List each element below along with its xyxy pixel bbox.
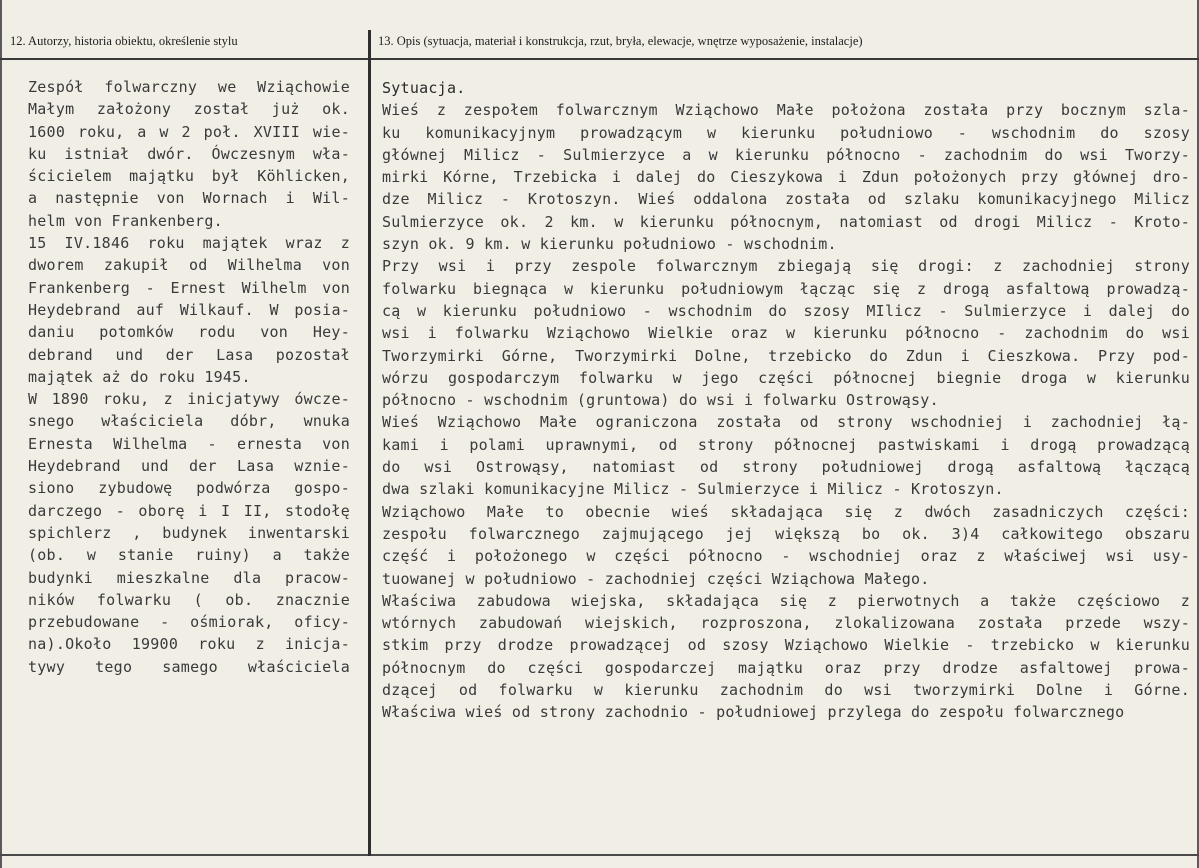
description-line: tuowanej w południowo - zachodniej części Wziąchowa Małego.: [382, 569, 930, 588]
history-line: darczego - oborę i I II, stodołę: [28, 501, 350, 520]
history-column: [28, 76, 350, 678]
description-line: stkim przy drodze prowadzącej od szosy Wziąchowo Wielkie - trzebicko w kierunku: [382, 636, 1190, 655]
history-line: Frankenberg - Ernest Wilhelm von: [28, 278, 350, 297]
situation-heading: Sytuacja.: [382, 79, 466, 97]
history-line: a następnie von Wornach i Wil-: [28, 189, 350, 208]
description-line: Właściwa wieś od strony zachodnio - południowej przylega do zespołu folwarcznego: [382, 703, 1125, 722]
history-line: Zespół folwarczny we Wziąchowie: [28, 78, 350, 96]
history-line: 15 IV.1846 roku majątek wraz z: [28, 234, 350, 253]
left-border: [0, 0, 2, 868]
history-line: tywy tego samego właściciela: [28, 657, 350, 676]
column-divider: [368, 30, 371, 856]
history-line: Heydebrand und der Lasa wznie-: [28, 457, 350, 476]
history-line: przebudowane - ośmiorak, oficy-: [28, 613, 350, 632]
history-line: budynki mieszkalne dla pracow-: [28, 568, 350, 587]
history-line: ścicielem majątku był Köhlicken,: [28, 167, 350, 186]
description-line: mirki Kórne, Trzebicka i dalej do Cieszykowa i Zdun położonych przy głównej dro-: [382, 168, 1190, 187]
history-line: Małym założony został już ok.: [28, 100, 350, 119]
bottom-border: [0, 854, 1199, 856]
history-line: ku istniał dwór. Ówczesnym wła-: [28, 144, 350, 163]
description-column: [382, 77, 1190, 724]
history-line: siono zybudowę podwórza gospo-: [28, 479, 350, 498]
history-line: W 1890 roku, z inicjatywy ówcze-: [28, 390, 350, 409]
description-line: szyn ok. 9 km. w kierunku południowo - wschodnim.: [382, 235, 837, 254]
description-line: dwa szlaki komunikacyjne Milicz - Sulmierzyce i Milicz - Krotoszyn.: [382, 480, 1004, 499]
description-line: zespołu folwarcznego zajmującego jej większą bo ok. 3)4 całkowitego obszaru: [382, 524, 1190, 543]
description-line: północnym do części gospodarczej majątku oraz przy drodze asfaltowej prowa-: [382, 658, 1190, 677]
description-line: ku komunikacyjnym prowadzącym w kierunku południowo - wschodnim do szosy: [382, 123, 1190, 142]
history-line: majątek aż do roku 1945.: [28, 367, 251, 386]
section-12-title: 12. Autorzy, historia obiektu, określenie stylu: [10, 34, 238, 48]
history-line: debrand und der Lasa pozostał: [28, 345, 350, 364]
description-line: dzącej od folwarku w kierunku zachodnim do wsi tworzymirki Dolne i Górne.: [382, 681, 1190, 700]
history-line: na).Około 19900 roku z inicja-: [28, 635, 350, 654]
description-line: cą w kierunku południowo - wschodnim do szosy MIlicz - Sulmierzyce i dalej do: [382, 301, 1190, 320]
description-line: część i położonego w części północno - wschodniej oraz z właściwej wsi usy-: [382, 547, 1190, 566]
header-divider: [0, 58, 1199, 60]
description-line: Wieś Wziąchowo Małe ograniczona została od strony wschodniej i zachodniej łą-: [382, 413, 1190, 432]
history-line: Ernesta Wilhelma - ernesta von: [28, 434, 350, 453]
history-line: daniu potomków rodu von Hey-: [28, 323, 350, 342]
description-line: folwarku biegnąca w kierunku południowym łącząc się z drogą asfaltową prowadzą-: [382, 279, 1190, 298]
description-line: Przy wsi i przy zespole folwarcznym zbiegają się drogi: z zachodniej strony: [382, 257, 1190, 276]
history-line: spichlerz , budynek inwentarski: [28, 523, 350, 542]
description-line: wórzu gospodarczym folwarku w jego części północnej biegnie droga w kierunku: [382, 368, 1190, 387]
history-line: (ob. w stanie ruiny) a także: [28, 546, 350, 565]
history-line: ników folwarku ( ob. znacznie: [28, 590, 350, 609]
history-line: Heydebrand auf Wilkauf. W posia-: [28, 300, 350, 319]
history-line: helm von Frankenberg.: [28, 211, 223, 230]
description-line: Tworzymirki Górne, Tworzymirki Dolne, trzebicko do Zdun i Cieszkowa. Przy pod-: [382, 346, 1190, 365]
history-line: dworem zakupił od Wilhelma von: [28, 256, 350, 275]
description-line: Sulmierzyce ok. 2 km. w kierunku północnym, natomiast od drogi Milicz - Kroto-: [382, 212, 1190, 231]
history-line: 1600 roku, a w 2 poł. XVIII wie-: [28, 122, 350, 141]
description-line: głównej Milicz - Sulmierzyce a w kierunku północno - zachodnim do wsi Tworzy-: [382, 145, 1190, 164]
history-line: snego właściciela dóbr, wnuka: [28, 412, 350, 431]
description-line: wtórnych zabudowań wiejskich, rozproszona, zlokalizowana została przede wszy-: [382, 614, 1190, 633]
section-13-title: 13. Opis (sytuacja, materiał i konstrukcja, rzut, bryła, elewacje, wnętrze wyposażenie, instalacje): [378, 34, 863, 48]
description-line: do wsi Ostrowąsy, natomiast od strony południowej drogą asfaltową łączącą: [382, 458, 1190, 477]
description-line: Właściwa zabudowa wiejska, składająca się z pierwotnych a także częściowo z: [382, 591, 1190, 610]
description-line: Wieś z zespołem folwarcznym Wziąchowo Małe położona została przy bocznym szla-: [382, 101, 1190, 120]
description-line: kami i polami uprawnymi, od strony północnej pastwiskami i drogą prowadzącą: [382, 435, 1190, 454]
description-line: wsi i folwarku Wziąchowo Wielkie oraz w kierunku północno - zachodnim do wsi: [382, 324, 1190, 343]
description-line: dze Milicz - Krotoszyn. Wieś oddalona została od szlaku komunikacyjnego Milicz: [382, 190, 1190, 209]
description-line: Wziąchowo Małe to obecnie wieś składająca się z dwóch zasadniczych części:: [382, 502, 1190, 521]
description-line: północno - wschodnim (gruntowa) do wsi i folwarku Ostrowąsy.: [382, 391, 939, 410]
